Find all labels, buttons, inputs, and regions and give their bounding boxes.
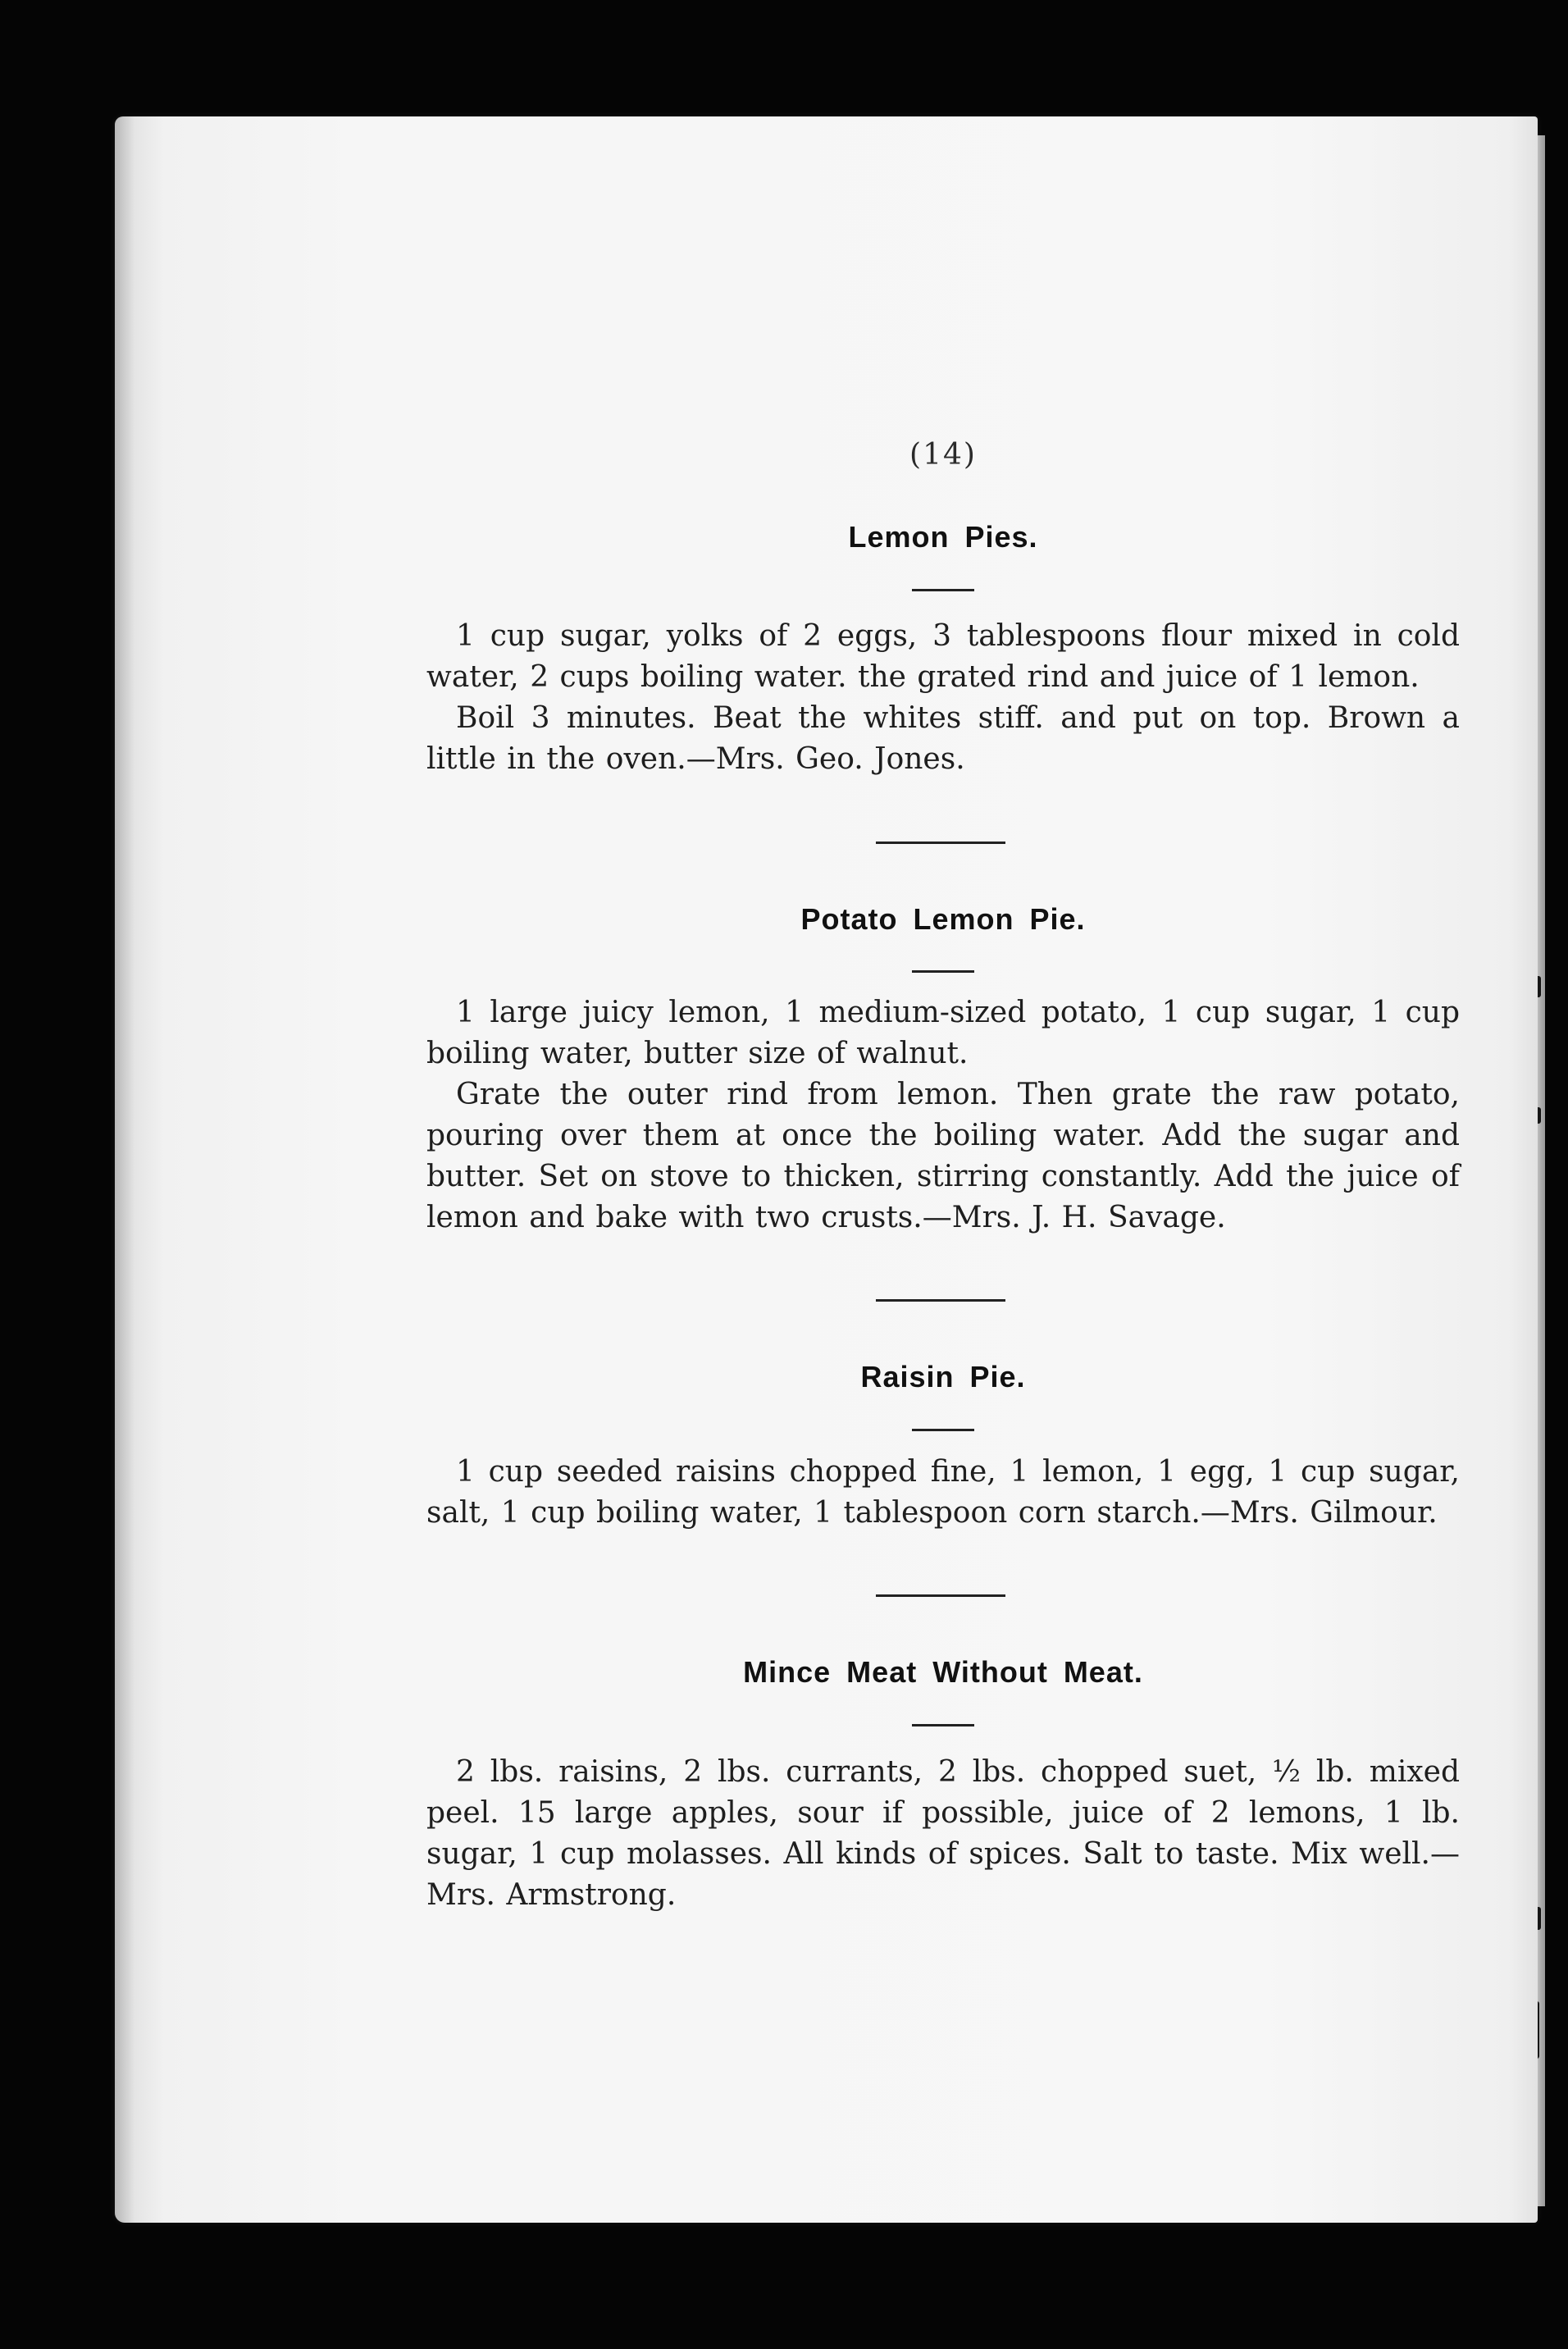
- recipe-title: Potato Lemon Pie.: [800, 902, 1086, 936]
- recipe-body: [426, 1752, 1460, 1916]
- recipe-title: Lemon Pies.: [848, 520, 1038, 554]
- recipe-body: [426, 616, 1460, 780]
- section-divider: [876, 1594, 1005, 1597]
- recipe-paragraph: 1 large juicy lemon, 1 medium-sized potato, 1 cup sugar, 1 cup boiling water, butter size of walnut.: [426, 996, 1460, 1070]
- title-rule: [912, 1724, 974, 1726]
- book-page: [115, 116, 1538, 2223]
- recipe-title: Mince Meat Without Meat.: [743, 1655, 1143, 1689]
- title-rule: [912, 1429, 974, 1431]
- recipe-body: [426, 1452, 1460, 1534]
- recipe-paragraph: 2 lbs. raisins, 2 lbs. currants, 2 lbs. chopped suet, ½ lb. mixed peel. 15 large apples, sour if possible, juice of 2 lemons, 1 lb. sugar, 1 cup molasses. All kinds of spices. Salt to taste. Mix well.—Mrs. Armstrong.: [426, 1755, 1460, 1912]
- title-rule: [912, 589, 974, 591]
- recipe-paragraph: 1 cup sugar, yolks of 2 eggs, 3 tablespoons flour mixed in cold water, 2 cups boiling water. the grated rind and juice of 1 lemon.: [426, 619, 1460, 694]
- section-divider: [876, 1299, 1005, 1302]
- recipe-paragraph: Boil 3 minutes. Beat the whites stiff. and put on top. Brown a little in the oven.—Mrs. Geo. Jones.: [426, 701, 1460, 776]
- title-rule: [912, 970, 974, 973]
- section-divider: [876, 842, 1005, 844]
- recipe-body: [426, 992, 1460, 1238]
- page-number: (14): [909, 438, 977, 472]
- recipe-paragraph: 1 cup seeded raisins chopped fine, 1 lemon, 1 egg, 1 cup sugar, salt, 1 cup boiling water, 1 tablespoon corn starch.—Mrs. Gilmour.: [426, 1455, 1460, 1530]
- recipe-title: Raisin Pie.: [860, 1360, 1026, 1393]
- recipe-paragraph: Grate the outer rind from lemon. Then grate the raw potato, pouring over them at once the boiling water. Add the sugar and butter. Set on stove to thicken, stirring constantly. Add the juice of lemon and bake with two crusts.—Mrs. J. H. Savage.: [426, 1078, 1460, 1234]
